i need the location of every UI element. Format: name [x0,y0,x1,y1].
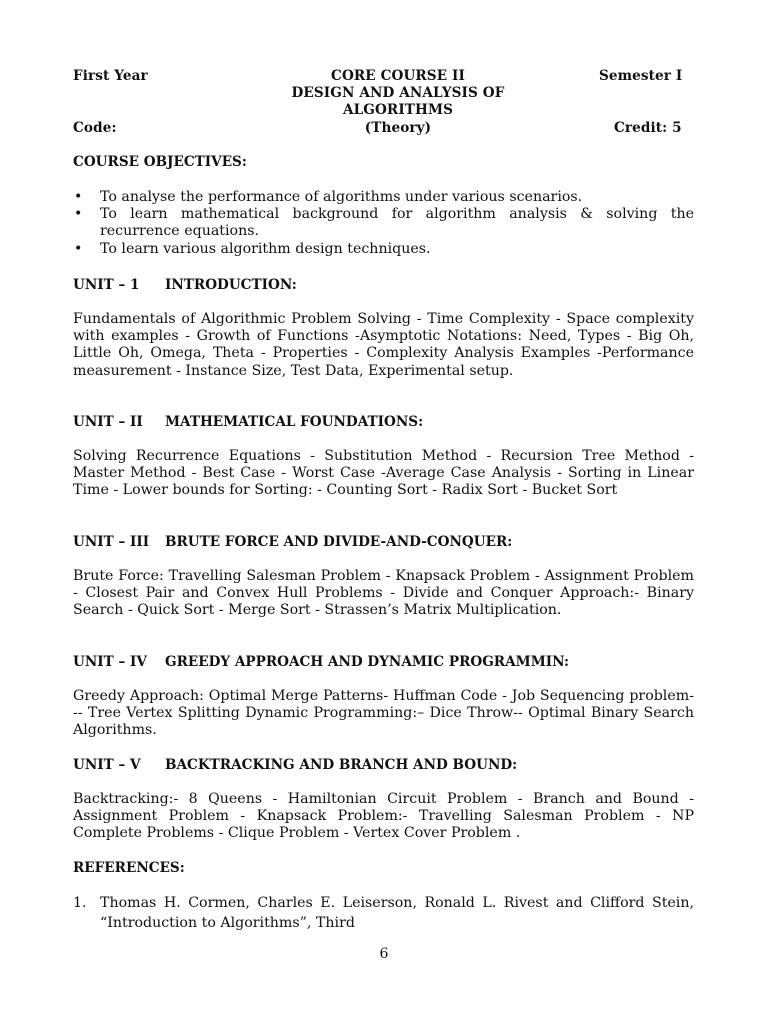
unit-4-heading [73,654,569,670]
credit-label: Credit: 5 [614,120,682,136]
objectives-list [73,189,694,258]
objective-item: • To analyse the performance of algorithms under various scenarios. [74,189,583,205]
unit-2-content: Solving Recurrence Equations - Substitution Method - Recursion Tree Method - Master Method - Best Case - Worst Case -Average Case Analysis - Sorting in Linear Time - Lower bounds for Sorting: - Counting Sort - Radix Sort - Bucket Sort [73,448,694,499]
unit-3-content: Brute Force: Travelling Salesman Problem - Knapsack Problem - Assignment Problem - Closest Pair and Convex Hull Problems - Divide and Conquer Approach:- Binary Search - Quick Sort - Merge Sort - Strassen’s Matrix Multiplication. [73,568,694,619]
theory-label: (Theory) [364,120,432,136]
unit-title: MATHEMATICAL FOUNDATIONS: [165,414,424,430]
unit-title: INTRODUCTION: [165,277,297,293]
objectives-heading: COURSE OBJECTIVES: [73,154,247,170]
unit-number: UNIT – 1 [73,277,140,293]
objective-item: • To learn mathematical background for algorithm analysis & solving the recurrence equations. [74,206,694,240]
references-heading: REFERENCES: [73,860,185,876]
unit-1-content: Fundamentals of Algorithmic Problem Solving - Time Complexity - Space complexity with examples - Growth of Functions -Asymptotic Notations: Need, Types - Big Oh, Little Oh, Omega, Theta - Properties - Complexity Analysis Examples -Performance measurement - Instance Size, Test Data, Experimental setup. [73,311,694,379]
unit-number: UNIT – IV [73,654,147,670]
reference-text: Thomas H. Cormen, Charles E. Leiserson, Ronald L. Rivest and Clifford Stein, “Introduction to Algorithms”, Third [100,895,694,931]
unit-number: UNIT – V [73,757,141,773]
unit-number: UNIT – III [73,534,150,550]
year-label: First Year [73,68,148,84]
unit-title: BRUTE FORCE AND DIVIDE-AND-CONQUER: [165,534,513,550]
bullet-icon: • [74,206,83,223]
unit-3-heading [73,534,512,550]
unit-number: UNIT – II [73,414,143,430]
references-list [73,893,694,933]
unit-5-heading [73,757,517,773]
reference-item [73,893,694,933]
reference-number: 1. [73,895,87,911]
unit-4-content: Greedy Approach: Optimal Merge Patterns- Huffman Code - Job Sequencing problem- -- Tree Vertex Splitting Dynamic Programming:– Dice Throw-- Optimal Binary Search Algorithms. [73,688,694,739]
course-line-1: CORE COURSE II [331,68,465,84]
unit-5-content: Backtracking:- 8 Queens - Hamiltonian Circuit Problem - Branch and Bound - Assignment Problem - Knapsack Problem:- Travelling Salesman Problem - NP Complete Problems - Clique Problem - Vertex Cover Problem . [73,791,694,842]
unit-1-heading [73,277,297,293]
unit-title: BACKTRACKING AND BRANCH AND BOUND: [165,757,518,773]
bullet-icon: • [74,189,83,205]
bullet-icon: • [74,240,83,257]
unit-2-heading [73,414,423,430]
course-line-2: DESIGN AND ANALYSIS OF [291,85,505,101]
semester-label: Semester I [599,68,683,84]
page-number: 6 [379,946,389,962]
unit-title: GREEDY APPROACH AND DYNAMIC PROGRAMMIN: [165,654,570,670]
objective-item: • To learn various algorithm design techniques. [74,240,431,257]
code-label: Code: [73,120,117,136]
course-line-3: ALGORITHMS [342,102,454,118]
